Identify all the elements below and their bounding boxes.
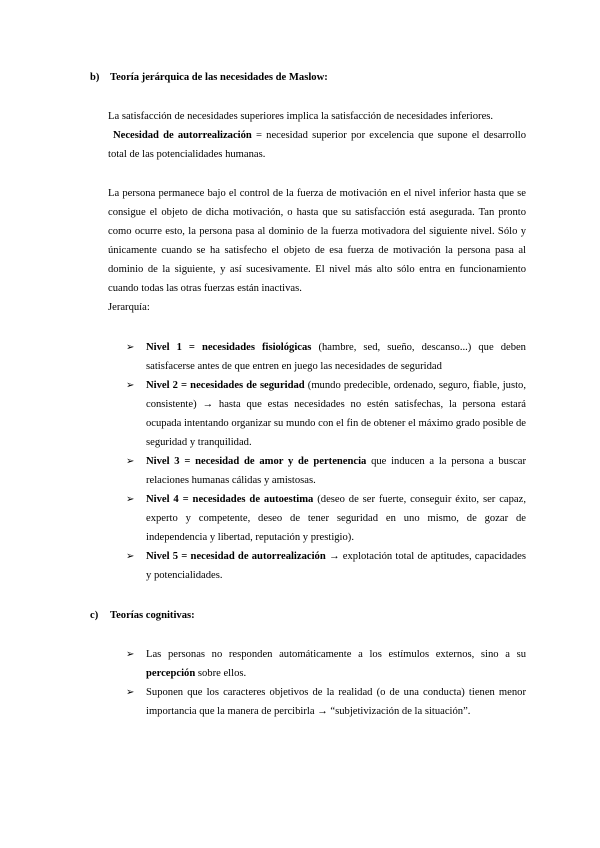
arrow-bullet-icon: ➢ <box>126 551 135 562</box>
level-5-description: → explotación total de aptitudes, capacidades y potencialidades. <box>146 551 527 581</box>
subjectivization-text: Suponen que los caracteres objetivos de la realidad (o de una conducta) tienen menor importancia que la manera de percibirla → “subjetivización de la situación”. <box>146 687 526 717</box>
paragraph-autorrealizacion <box>108 126 526 164</box>
arrow-bullet-icon: ➢ <box>126 494 135 505</box>
term-percepcion: percepción <box>146 668 196 679</box>
level-4-description: (deseo de ser fuerte, conseguir éxito, ser capaz, experto y competente, deseo de tener seguridad en uno mismo, de gozar de independencia y libertad, reputación y prestigio). <box>146 494 526 543</box>
arrow-bullet-icon: ➢ <box>126 687 135 698</box>
level-4-title: Nivel 4 = necesidades de autoestima <box>146 494 314 505</box>
maslow-explanation <box>108 184 526 317</box>
level-3-title: Nivel 3 = necesidad de amor y de pertenencia <box>146 456 367 467</box>
arrow-bullet-icon: ➢ <box>126 342 135 353</box>
arrow-bullet-icon: ➢ <box>126 380 135 391</box>
list-item-level-3 <box>126 452 526 490</box>
section-c-title: Teorías cognitivas: <box>110 610 195 621</box>
perception-text-before: Las personas no responden automáticamente a los estímulos externos, sino a su <box>146 649 526 660</box>
level-2-title: Nivel 2 = necesidades de seguridad <box>146 380 305 391</box>
level-1-title: Nivel 1 = necesidades fisiológicas <box>146 342 312 353</box>
arrow-bullet-icon: ➢ <box>126 649 135 660</box>
list-item-level-5 <box>126 547 526 585</box>
label-jerarquia: Jerarquía: <box>108 302 150 313</box>
paragraph-motivation-control: La persona permanece bajo el control de la fuerza de motivación en el nivel inferior hasta que se consigue el objeto de dicha motivación, o hasta que su satisfacción está asegurada. Tan pronto como ocurre esto, la persona pasa al dominio de la fuerza motivadora del siguiente nivel. Sólo y únicamente cuando se ha satisfecho el objeto de esa fuerza de motivación la persona pasa al dominio de la siguiente, y así sucesivamente. El nivel más alto sólo entra en funcionamiento cuando todas las otras fuerzas están inactivas. <box>108 188 526 294</box>
list-item-level-2 <box>126 376 526 452</box>
arrow-bullet-icon: ➢ <box>126 456 135 467</box>
section-c-heading <box>90 606 195 625</box>
term-autorrealizacion: Necesidad de autorrealización <box>113 130 252 141</box>
definition-autorrealizacion: = necesidad superior por excelencia que supone el desarrollo total de las potencialidades humanas. <box>108 130 526 160</box>
list-item-perception <box>126 645 526 683</box>
level-5-title: Nivel 5 = necesidad de autorrealización <box>146 551 326 562</box>
maslow-intro <box>108 107 526 164</box>
paragraph-superior-needs: La satisfacción de necesidades superiores implica la satisfacción de necesidades inferiores. <box>108 111 494 122</box>
cognitive-list <box>126 645 526 721</box>
list-item-level-1 <box>126 338 526 376</box>
list-item-level-4 <box>126 490 526 547</box>
section-c-letter: c) <box>90 610 99 621</box>
level-3-description: que inducen a la persona a buscar relaciones humanas cálidas y amistosas. <box>146 456 526 486</box>
perception-text-after: sobre ellos. <box>195 668 247 679</box>
level-1-description: (hambre, sed, sueño, descanso...) que deben satisfacerse antes de que entren en juego las necesidades de seguridad <box>146 342 526 372</box>
section-b-letter: b) <box>90 72 100 83</box>
level-2-description: (mundo predecible, ordenado, seguro, fiable, justo, consistente) → hasta que estas necesidades no estén satisfechas, la persona estará ocupada intentando organizar su mundo con el fin de obtener el máximo grado posible de seguridad y tranquilidad. <box>146 380 526 448</box>
section-b-title: Teoría jerárquica de las necesidades de Maslow: <box>110 72 328 83</box>
section-b-heading <box>90 68 328 87</box>
list-item-subjectivization <box>126 683 526 721</box>
hierarchy-list <box>126 338 526 585</box>
